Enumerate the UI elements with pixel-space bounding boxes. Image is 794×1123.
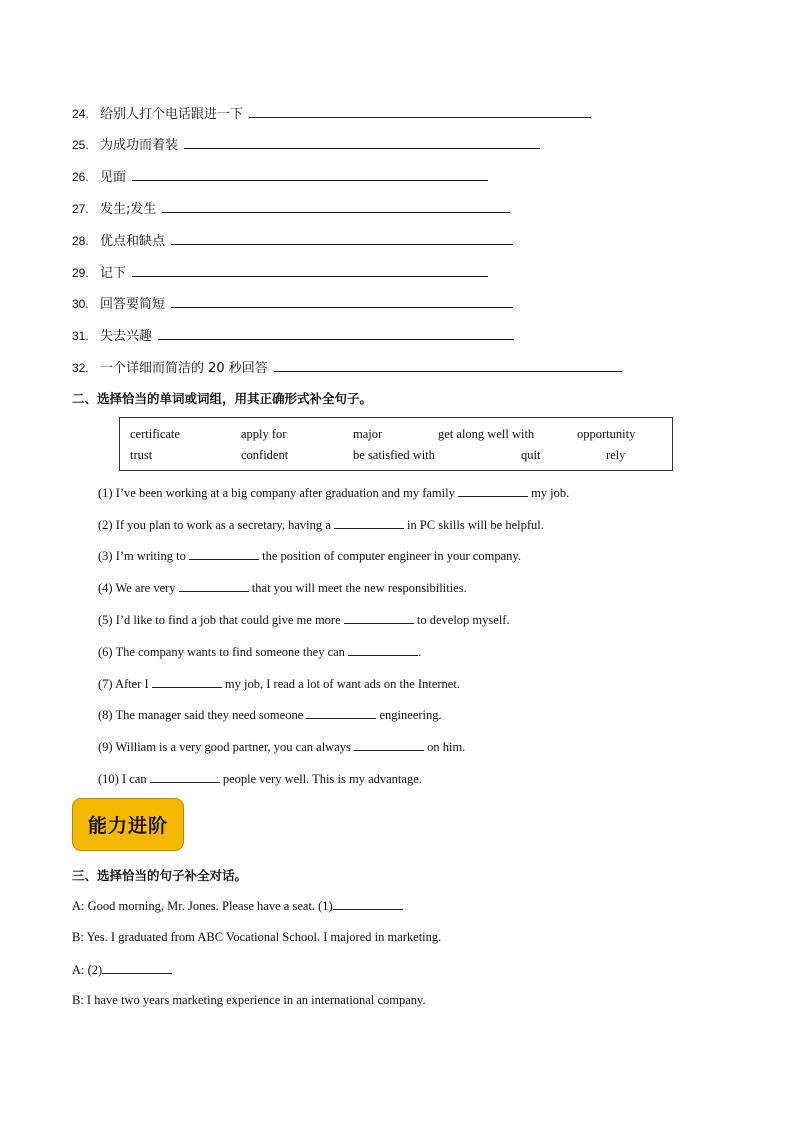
sentence-9: (9) William is a very good partner, you can always on him.	[98, 740, 466, 754]
item-number: 25.	[72, 138, 89, 152]
answer-blank[interactable]	[334, 517, 404, 529]
vocab-item-31	[72, 325, 514, 344]
section-3-title: 三、选择恰当的句子补全对话。	[72, 868, 248, 883]
item-number: 31.	[72, 329, 89, 343]
item-prompt: 记下	[100, 266, 127, 281]
item-prompt: 为成功而着装	[100, 138, 179, 153]
word-bank-item: certificate	[130, 427, 180, 441]
answer-blank[interactable]	[132, 264, 488, 277]
sentence-10: (10) I can people very well. This is my advantage.	[98, 772, 422, 786]
word-bank-item: quit	[521, 448, 541, 462]
item-number: 29.	[72, 266, 89, 280]
word-bank-item: major	[353, 427, 383, 441]
sentence-2: (2) If you plan to work as a secretary, having a in PC skills will be helpful.	[98, 518, 544, 532]
ability-advance-badge	[72, 798, 184, 851]
word-bank-item: confident	[241, 448, 289, 462]
sentence-8: (8) The manager said they need someone engineering.	[98, 708, 442, 722]
answer-blank[interactable]	[171, 232, 513, 245]
answer-blank[interactable]	[171, 295, 513, 308]
item-number: 27.	[72, 202, 89, 216]
item-prompt: 见面	[100, 170, 127, 185]
vocab-item-29	[72, 262, 488, 281]
item-prompt: 失去兴趣	[100, 329, 153, 344]
dialogue-line: A: Good morning, Mr. Jones. Please have a seat. (1)	[72, 898, 403, 914]
section-2-title: 二、选择恰当的单词或词组，用其正确形式补全句子。	[72, 391, 373, 406]
answer-blank[interactable]	[189, 548, 259, 560]
answer-blank[interactable]	[162, 200, 510, 213]
vocab-item-24	[72, 103, 591, 122]
answer-blank[interactable]	[152, 676, 222, 688]
answer-blank[interactable]	[354, 739, 424, 751]
sentence-7: (7) After I my job, I read a lot of want ads on the Internet.	[98, 677, 460, 691]
vocab-item-27	[72, 198, 510, 217]
word-bank-item: get along well with	[438, 427, 535, 441]
answer-blank[interactable]	[158, 327, 514, 340]
badge-label: 能力进阶	[87, 815, 168, 837]
item-prompt: 给别人打个电话跟进一下	[100, 107, 244, 122]
word-bank-box	[119, 417, 673, 471]
vocab-item-25	[72, 134, 540, 153]
answer-blank[interactable]	[150, 771, 220, 783]
answer-blank[interactable]	[102, 962, 172, 974]
answer-blank[interactable]	[249, 105, 591, 118]
dialogue-line: A: (2)	[72, 962, 172, 978]
item-prompt: 优点和缺点	[100, 234, 166, 249]
answer-blank[interactable]	[348, 644, 418, 656]
sentence-1: (1) I’ve been working at a big company after graduation and my family my job.	[98, 486, 570, 500]
vocab-item-28	[72, 230, 513, 249]
dialogue-line: B: Yes. I graduated from ABC Vocational School. I majored in marketing.	[72, 930, 442, 944]
item-number: 32.	[72, 361, 89, 375]
word-bank-item: opportunity	[577, 427, 636, 441]
word-bank-item: rely	[606, 448, 626, 462]
vocab-item-30	[72, 293, 513, 312]
answer-blank[interactable]	[344, 612, 414, 624]
sentence-4: (4) We are very that you will meet the new responsibilities.	[98, 581, 467, 595]
word-bank-item: trust	[130, 448, 153, 462]
item-number: 30.	[72, 297, 89, 311]
item-number: 28.	[72, 234, 89, 248]
item-prompt: 一个详细而简洁的 20 秒回答	[100, 361, 268, 376]
item-number: 26.	[72, 170, 89, 184]
sentence-6: (6) The company wants to find someone they can .	[98, 645, 422, 659]
vocab-item-26	[72, 166, 488, 185]
item-prompt: 回答要简短	[100, 297, 166, 312]
answer-blank[interactable]	[184, 136, 540, 149]
item-number: 24.	[72, 107, 89, 121]
sentence-3: (3) I’m writing to the position of computer engineer in your company.	[98, 549, 521, 563]
answer-blank[interactable]	[179, 580, 249, 592]
answer-blank[interactable]	[458, 485, 528, 497]
vocab-item-32	[72, 357, 622, 376]
answer-blank[interactable]	[132, 168, 488, 181]
sentence-5: (5) I’d like to find a job that could give me more to develop myself.	[98, 613, 510, 627]
answer-blank[interactable]	[333, 898, 403, 910]
item-prompt: 发生;发生	[100, 202, 157, 217]
dialogue-line: B: I have two years marketing experience in an international company.	[72, 993, 426, 1007]
answer-blank[interactable]	[274, 359, 622, 372]
answer-blank[interactable]	[306, 707, 376, 719]
word-bank-item: apply for	[241, 427, 287, 441]
word-bank-item: be satisfied with	[353, 448, 435, 462]
